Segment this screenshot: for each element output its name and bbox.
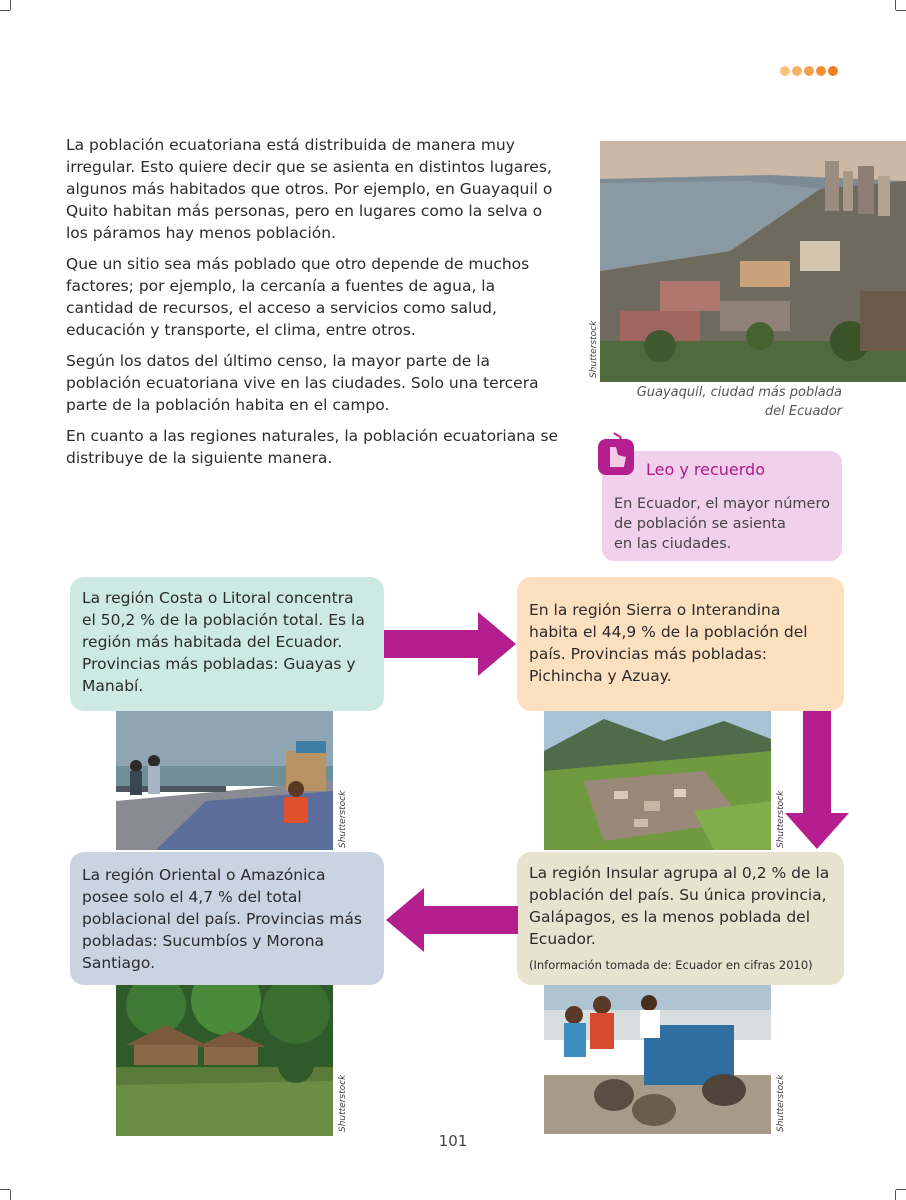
arrow-left-icon [384, 886, 518, 954]
guayaquil-photo [600, 141, 906, 382]
crop-mark [895, 0, 896, 10]
insular-region-box [517, 852, 844, 985]
sierra-region-box [517, 577, 844, 711]
sierra-text: En la región Sierra o Interandina habita el 44,9 % de la población del país. Provincias más pobladas: Pichincha y Azuay. [529, 601, 808, 685]
dot [816, 66, 826, 76]
photo-credit: Shutterstock [776, 790, 786, 848]
leo-line: en las ciudades. [614, 536, 732, 552]
intro-paragraph: Que un sitio sea más poblado que otro depende de muchos factores; por ejemplo, la cercanía a fuentes de agua, la cantidad de recursos, el acceso a servicios como salud, educación y transporte, el clima, entre otros. [66, 255, 530, 339]
dot [804, 66, 814, 76]
sierra-photo [544, 711, 771, 850]
crop-mark [0, 1189, 10, 1190]
leo-title: Leo y recuerdo [646, 460, 765, 479]
intro-paragraph: En cuanto a las regiones naturales, la población ecuatoriana se distribuye de la siguiente manera. [66, 427, 559, 467]
arrow-right-icon [384, 610, 518, 678]
dot [780, 66, 790, 76]
arrow-down-icon [783, 711, 851, 851]
intro-paragraph: Según los datos del último censo, la mayor parte de la población ecuatoriana vive en las ciudades. Solo una tercera parte de la población habita en el campo. [66, 352, 539, 414]
intro-text [66, 134, 566, 478]
photo-caption [600, 383, 842, 421]
costa-photo [116, 711, 333, 850]
leo-text [614, 494, 830, 554]
photo-credit: Shutterstock [338, 790, 348, 848]
insular-source: (Información tomada de: Ecuador en cifras 2010) [529, 958, 813, 972]
crop-mark [896, 10, 906, 11]
crop-mark [10, 1190, 11, 1200]
leo-line: de población se asienta [614, 516, 786, 532]
photo-credit: Shutterstock [776, 1074, 786, 1132]
caption-line: Guayaquil, ciudad más poblada [636, 385, 842, 400]
crop-mark [0, 10, 10, 11]
dot [792, 66, 802, 76]
costa-text: La región Costa o Litoral concentra el 50,2 % de la población total. Es la región más habitada del Ecuador. Provincias más pobladas: Guayas y Manabí. [82, 589, 365, 695]
crop-mark [896, 1189, 906, 1190]
crop-mark [895, 1190, 896, 1200]
insular-text: La región Insular agrupa al 0,2 % de la población del país. Su única provincia, Galápagos, es la menos poblada del Ecuador. [529, 864, 830, 948]
oriental-text: La región Oriental o Amazónica posee solo el 4,7 % del total poblacional del país. Provincias más pobladas: Sucumbíos y Morona Santiago. [82, 866, 362, 972]
leo-recuerdo-box [602, 451, 842, 561]
photo-credit: Shutterstock [589, 320, 599, 378]
header-dots [780, 66, 838, 76]
oriental-region-box [70, 852, 384, 985]
dot [828, 66, 838, 76]
photo-credit: Shutterstock [338, 1074, 348, 1132]
costa-region-box [70, 577, 384, 711]
oriental-photo [116, 985, 333, 1136]
leo-line: En Ecuador, el mayor número [614, 496, 830, 512]
page-number: 101 [438, 1132, 468, 1150]
caption-line: del Ecuador [764, 404, 842, 419]
hand-pointing-icon [596, 431, 636, 477]
insular-photo [544, 985, 771, 1134]
intro-paragraph: La población ecuatoriana está distribuida de manera muy irregular. Esto quiere decir que se asienta en distintos lugares, algunos más habitados que otros. Por ejemplo, en Guayaquil o Quito habitan más personas, pero en lugares como la selva o los páramos hay menos población. [66, 136, 553, 242]
crop-mark [10, 0, 11, 10]
